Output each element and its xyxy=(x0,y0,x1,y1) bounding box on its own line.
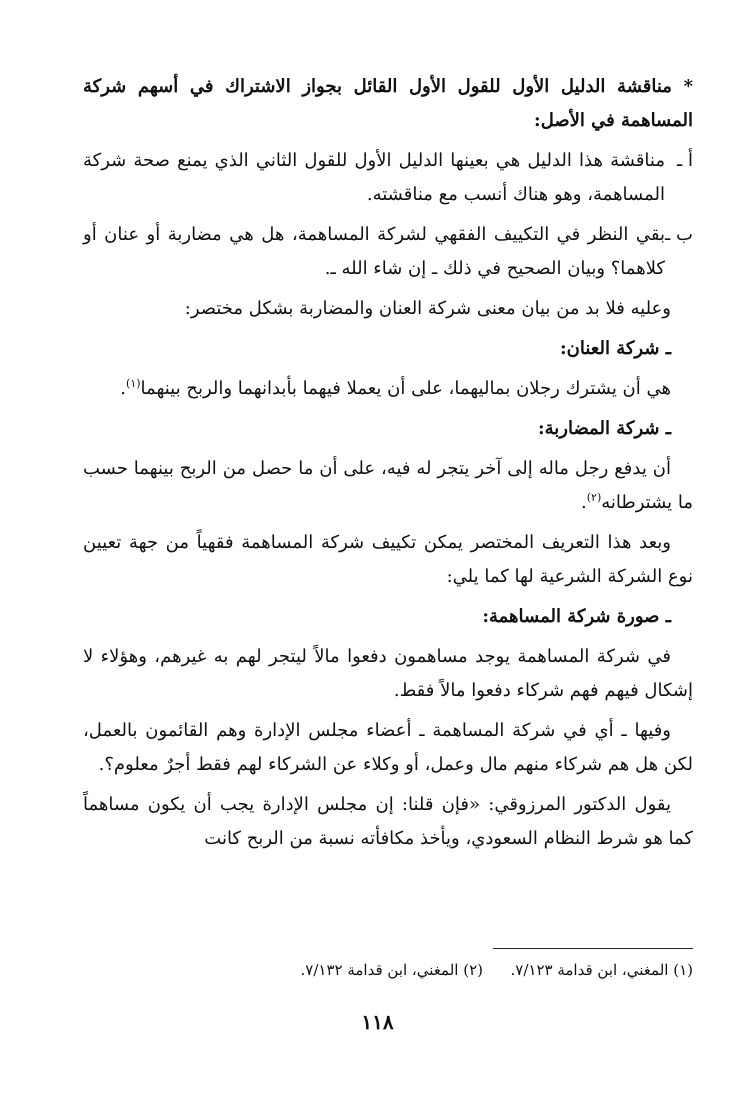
list-text-b: بقي النظر في التكييف الفقهي لشركة المساهمة، هل هي مضاربة أو عنان أو كلاهما؟ وبيان الصحيح في ذلك ـ إن شاء الله ـ. xyxy=(83,224,665,279)
page-number: ١١٨ xyxy=(361,1010,394,1034)
inan-heading: ـ شركة العنان: xyxy=(560,338,671,359)
footnotes xyxy=(83,958,693,982)
form-heading: ـ صورة شركة المساهمة: xyxy=(482,606,671,627)
intro-paragraph: وعليه فلا بد من بيان معنى شركة العنان والمضاربة بشكل مختصر: xyxy=(184,298,671,319)
mudaraba-text: أن يدفع رجل ماله إلى آخر يتجر له فيه، على أن ما حصل من الربح بينهما حسب ما يشترطانه xyxy=(83,458,693,513)
quote-paragraph: يقول الدكتور المرزوقي: «فإن قلنا: إن مجلس الإدارة يجب أن يكون مساهماً كما هو شرط النظام السعودي، ويأخذ مكافأته نسبة من الربح كانت xyxy=(83,794,693,849)
mudaraba-end: . xyxy=(581,492,587,513)
mudaraba-definition xyxy=(83,452,693,520)
footnote-2: (٢) المغني، ابن قدامة ٧/١٣٢. xyxy=(300,961,483,979)
inan-definition xyxy=(83,372,693,406)
inan-text: هي أن يشترك رجلان بماليهما، على أن يعملا فيهما بأبدانهما والربح بينهما xyxy=(140,378,671,399)
list-item-b xyxy=(83,218,693,286)
list-text-a: مناقشة هذا الدليل هي بعينها الدليل الأول للقول الثاني الذي يمنع صحة شركة المساهمة، وهو هناك أنسب مع مناقشته. xyxy=(83,150,665,205)
mudaraba-heading: ـ شركة المضاربة: xyxy=(537,418,671,439)
footnote-ref-2: (٢) xyxy=(586,491,602,504)
footnote-divider xyxy=(493,948,693,949)
list-item-a xyxy=(83,144,693,212)
main-text xyxy=(83,70,693,862)
section-heading: * مناقشة الدليل الأول للقول الأول القائل بجواز الاشتراك في أسهم شركة المساهمة في الأصل: xyxy=(83,76,693,131)
list-marker-a: أ ـ xyxy=(677,150,693,171)
footnote-ref-1: (١) xyxy=(126,377,141,390)
footnote-1: (١) المغني، ابن قدامة ٧/١٢٣. xyxy=(510,961,693,979)
form-paragraph: في شركة المساهمة يوجد مساهمون دفعوا مالاً ليتجر لهم به غيرهم، وهؤلاء لا إشكال فيهم فهم شركاء دفعوا مالاً فقط. xyxy=(83,646,693,701)
inan-end: . xyxy=(120,378,127,399)
after-definition-paragraph: وبعد هذا التعريف المختصر يمكن تكييف شركة المساهمة فقهياً من جهة تعيين نوع الشركة الشرعية لها كما يلي: xyxy=(83,532,693,587)
board-paragraph: وفيها ـ أي في شركة المساهمة ـ أعضاء مجلس الإدارة وهم القائمون بالعمل، لكن هل هم شركاء منهم مال وعمل، أو وكلاء عن الشركاء لهم فقط أجرٌ معلوم؟. xyxy=(83,720,693,775)
list-marker-b: ب ـ xyxy=(665,224,693,245)
